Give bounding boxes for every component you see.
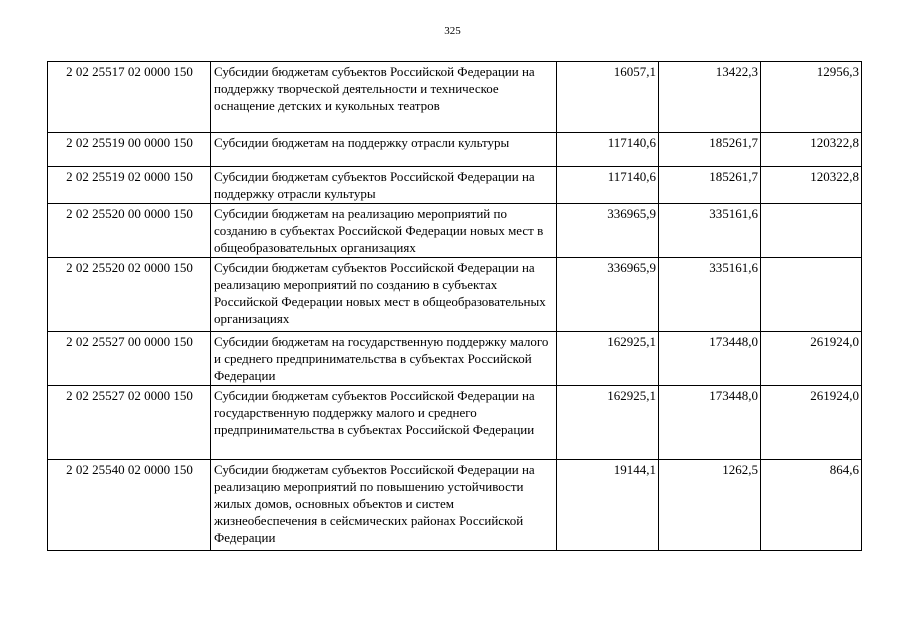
amount-year2-cell: 13422,3 (659, 62, 761, 133)
amount-year3-cell (761, 258, 862, 332)
amount-year3-cell: 864,6 (761, 460, 862, 551)
budget-code-cell: 2 02 25520 02 0000 150 (48, 258, 211, 332)
table-row (48, 133, 862, 167)
budget-code-cell: 2 02 25527 00 0000 150 (48, 332, 211, 386)
amount-year2-cell: 185261,7 (659, 167, 761, 204)
description-cell: Субсидии бюджетам субъектов Российской Федерации на реализацию мероприятий по созданию в субъектах Российской Федерации новых мест в общеобразовательных организациях (211, 258, 557, 332)
amount-year1-cell: 19144,1 (557, 460, 659, 551)
amount-year1-cell: 117140,6 (557, 133, 659, 167)
budget-code-cell: 2 02 25520 00 0000 150 (48, 204, 211, 258)
amount-year3-cell: 261924,0 (761, 332, 862, 386)
description-cell: Субсидии бюджетам субъектов Российской Федерации на реализацию мероприятий по повышению устойчивости жилых домов, основных объектов и систем жизнеобеспечения в сейсмических районах Российской Федерации (211, 460, 557, 551)
amount-year1-cell: 16057,1 (557, 62, 659, 133)
budget-code-cell: 2 02 25540 02 0000 150 (48, 460, 211, 551)
amount-year2-cell: 173448,0 (659, 332, 761, 386)
description-cell: Субсидии бюджетам субъектов Российской Федерации на поддержку творческой деятельности и техническое оснащение детских и кукольных театров (211, 62, 557, 133)
amount-year3-cell: 120322,8 (761, 167, 862, 204)
amount-year2-cell: 1262,5 (659, 460, 761, 551)
budget-code-cell: 2 02 25527 02 0000 150 (48, 386, 211, 460)
amount-year3-cell: 261924,0 (761, 386, 862, 460)
amount-year1-cell: 336965,9 (557, 204, 659, 258)
table-row (48, 62, 862, 133)
budget-code-cell: 2 02 25519 02 0000 150 (48, 167, 211, 204)
table-row (48, 386, 862, 460)
amount-year3-cell: 120322,8 (761, 133, 862, 167)
table-row (48, 167, 862, 204)
amount-year3-cell: 12956,3 (761, 62, 862, 133)
budget-code-cell: 2 02 25517 02 0000 150 (48, 62, 211, 133)
amount-year1-cell: 162925,1 (557, 332, 659, 386)
table-row (48, 258, 862, 332)
description-cell: Субсидии бюджетам на поддержку отрасли культуры (211, 133, 557, 167)
description-cell: Субсидии бюджетам на государственную поддержку малого и среднего предпринимательства в субъектах Российской Федерации (211, 332, 557, 386)
table-row (48, 460, 862, 551)
page-number: 325 (444, 25, 461, 37)
amount-year2-cell: 335161,6 (659, 204, 761, 258)
description-cell: Субсидии бюджетам субъектов Российской Федерации на государственную поддержку малого и среднего предпринимательства в субъектах Российской Федерации (211, 386, 557, 460)
amount-year3-cell (761, 204, 862, 258)
table-row (48, 204, 862, 258)
amount-year1-cell: 336965,9 (557, 258, 659, 332)
amount-year1-cell: 117140,6 (557, 167, 659, 204)
table-row (48, 332, 862, 386)
amount-year2-cell: 335161,6 (659, 258, 761, 332)
description-cell: Субсидии бюджетам на реализацию мероприятий по созданию в субъектах Российской Федерации новых мест в общеобразовательных организациях (211, 204, 557, 258)
budget-code-cell: 2 02 25519 00 0000 150 (48, 133, 211, 167)
amount-year2-cell: 185261,7 (659, 133, 761, 167)
amount-year2-cell: 173448,0 (659, 386, 761, 460)
budget-table (47, 61, 862, 551)
description-cell: Субсидии бюджетам субъектов Российской Федерации на поддержку отрасли культуры (211, 167, 557, 204)
amount-year1-cell: 162925,1 (557, 386, 659, 460)
